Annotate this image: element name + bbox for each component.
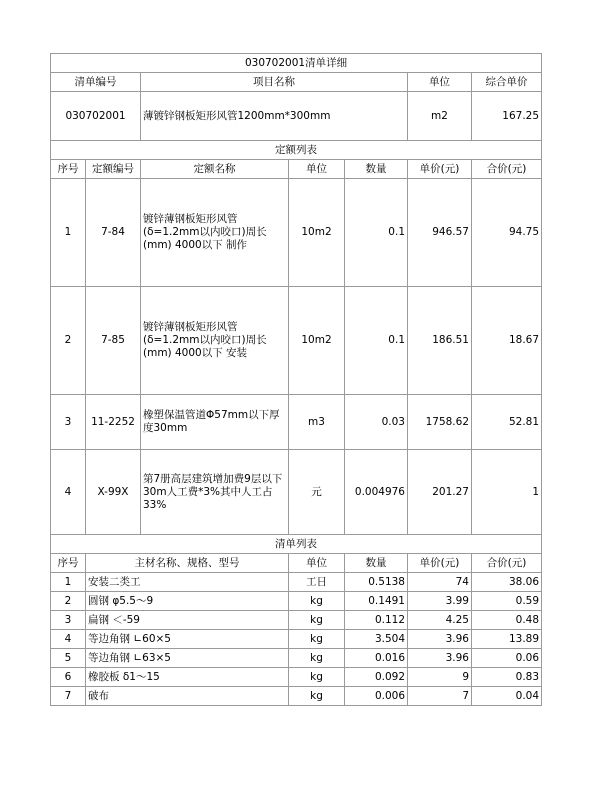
material-unit-price: 74 (408, 573, 472, 592)
quota-no: 3 (51, 395, 86, 450)
quota-qty: 0.1 (345, 179, 408, 287)
material-no: 5 (51, 649, 86, 668)
material-unit-price: 3.96 (408, 630, 472, 649)
bill-unit-header: 单位 (408, 73, 472, 92)
quota-unit-header: 单位 (289, 160, 345, 179)
quota-unit-price: 186.51 (408, 287, 472, 395)
quota-unit-price: 201.27 (408, 450, 472, 535)
material-unit-price: 9 (408, 668, 472, 687)
material-qty: 0.006 (345, 687, 408, 706)
quota-section-title: 定额列表 (51, 141, 542, 160)
material-qty: 0.5138 (345, 573, 408, 592)
quota-unit-price-header: 单价(元) (408, 160, 472, 179)
quota-no-header: 序号 (51, 160, 86, 179)
material-total: 0.06 (472, 649, 542, 668)
material-unit: kg (289, 649, 345, 668)
material-section-title: 清单列表 (51, 535, 542, 554)
quota-unit-price: 1758.62 (408, 395, 472, 450)
material-total: 0.04 (472, 687, 542, 706)
table-row (51, 450, 542, 535)
table-row (51, 668, 542, 687)
table-row (51, 687, 542, 706)
material-qty: 0.1491 (345, 592, 408, 611)
table-row (51, 395, 542, 450)
quota-qty: 0.1 (345, 287, 408, 395)
table-row (51, 573, 542, 592)
material-unit: kg (289, 687, 345, 706)
quota-name: 第7册高层建筑增加费9层以下30m人工费*3%其中人工占33% (141, 450, 289, 535)
material-qty-header: 数量 (345, 554, 408, 573)
material-name: 橡胶板 δ1～15 (86, 668, 289, 687)
material-no: 7 (51, 687, 86, 706)
bill-code-header: 清单编号 (51, 73, 141, 92)
material-unit: kg (289, 630, 345, 649)
table-row (51, 611, 542, 630)
quota-name-header: 定额名称 (141, 160, 289, 179)
quota-total-header: 合价(元) (472, 160, 542, 179)
quota-name: 镀锌薄钢板矩形风管(δ=1.2mm以内咬口)周长(mm) 4000以下 制作 (141, 179, 289, 287)
table-row (51, 630, 542, 649)
quota-unit-price: 946.57 (408, 179, 472, 287)
material-name: 圆钢 φ5.5～9 (86, 592, 289, 611)
quota-unit: 10m2 (289, 179, 345, 287)
quota-total: 52.81 (472, 395, 542, 450)
bill-unit: m2 (408, 92, 472, 141)
quota-code: 7-85 (86, 287, 141, 395)
bill-code: 030702001 (51, 92, 141, 141)
bill-detail-table (50, 53, 542, 706)
material-unit-price: 7 (408, 687, 472, 706)
quota-qty: 0.03 (345, 395, 408, 450)
material-total: 0.83 (472, 668, 542, 687)
quota-qty: 0.004976 (345, 450, 408, 535)
bill-name-header: 项目名称 (141, 73, 408, 92)
table-row (51, 592, 542, 611)
material-total: 13.89 (472, 630, 542, 649)
quota-code: 7-84 (86, 179, 141, 287)
material-no: 3 (51, 611, 86, 630)
material-name: 安装二类工 (86, 573, 289, 592)
material-unit-price: 3.99 (408, 592, 472, 611)
material-no: 4 (51, 630, 86, 649)
quota-code: X-99X (86, 450, 141, 535)
material-qty: 0.016 (345, 649, 408, 668)
material-name: 扁钢 ＜-59 (86, 611, 289, 630)
quota-no: 4 (51, 450, 86, 535)
material-unit: kg (289, 668, 345, 687)
quota-total: 1 (472, 450, 542, 535)
material-no: 2 (51, 592, 86, 611)
quota-total: 94.75 (472, 179, 542, 287)
quota-no: 1 (51, 179, 86, 287)
material-total-header: 合价(元) (472, 554, 542, 573)
material-no: 1 (51, 573, 86, 592)
quota-code: 11-2252 (86, 395, 141, 450)
quota-name: 镀锌薄钢板矩形风管(δ=1.2mm以内咬口)周长(mm) 4000以下 安装 (141, 287, 289, 395)
material-name: 破布 (86, 687, 289, 706)
material-unit: 工日 (289, 573, 345, 592)
table-row (51, 649, 542, 668)
material-qty: 0.112 (345, 611, 408, 630)
material-no: 6 (51, 668, 86, 687)
material-unit-header: 单位 (289, 554, 345, 573)
quota-unit: 元 (289, 450, 345, 535)
material-total: 38.06 (472, 573, 542, 592)
table-row (51, 287, 542, 395)
material-name: 等边角钢 ∟60×5 (86, 630, 289, 649)
material-total: 0.59 (472, 592, 542, 611)
bill-name: 薄镀锌钢板矩形风管1200mm*300mm (141, 92, 408, 141)
material-name: 等边角钢 ∟63×5 (86, 649, 289, 668)
quota-no: 2 (51, 287, 86, 395)
material-unit: kg (289, 611, 345, 630)
material-qty: 0.092 (345, 668, 408, 687)
quota-total: 18.67 (472, 287, 542, 395)
table-row (51, 179, 542, 287)
material-unit-price: 3.96 (408, 649, 472, 668)
material-unit-price-header: 单价(元) (408, 554, 472, 573)
quota-qty-header: 数量 (345, 160, 408, 179)
material-no-header: 序号 (51, 554, 86, 573)
material-unit-price: 4.25 (408, 611, 472, 630)
material-name-header: 主材名称、规格、型号 (86, 554, 289, 573)
table-title: 030702001清单详细 (51, 54, 542, 73)
quota-name: 橡塑保温管道Φ57mm以下厚度30mm (141, 395, 289, 450)
material-unit: kg (289, 592, 345, 611)
material-total: 0.48 (472, 611, 542, 630)
quota-code-header: 定额编号 (86, 160, 141, 179)
quota-unit: 10m2 (289, 287, 345, 395)
bill-price-header: 综合单价 (472, 73, 542, 92)
quota-unit: m3 (289, 395, 345, 450)
material-qty: 3.504 (345, 630, 408, 649)
bill-price: 167.25 (472, 92, 542, 141)
